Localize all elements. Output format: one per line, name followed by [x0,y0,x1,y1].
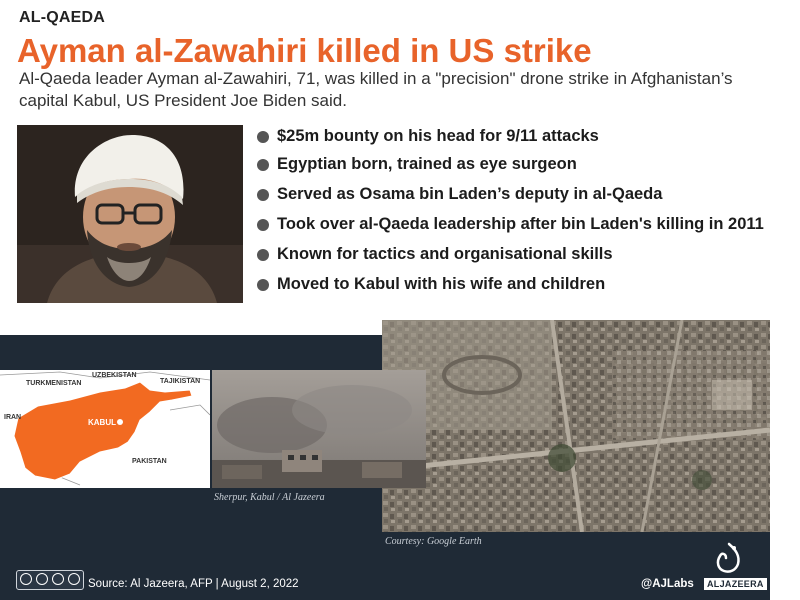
bullet-icon [257,131,269,143]
ajlabs-credit: @AJLabs [641,578,694,590]
section-kicker: AL-QAEDA [19,9,106,26]
map-label-kabul: KABUL [88,418,116,427]
map-label-iran: IRAN [4,414,22,421]
facts-list [255,124,765,294]
headline: Ayman al-Zawahiri killed in US strike [17,32,592,69]
portrait-photo [17,125,243,303]
cc-license-badge [16,570,84,590]
photo-caption: Sherpur, Kabul / Al Jazeera [214,492,325,503]
bullet-icon [257,279,269,291]
fact-item: Known for tactics and organisational skills [255,245,765,264]
bullet-icon [257,249,269,261]
fact-item: Served as Osama bin Laden’s deputy in al-Qaeda [255,185,765,204]
satellite-image [382,320,770,532]
cc-icon [20,573,32,585]
map-label-tajikistan: TAJIKISTAN [160,378,201,385]
by-icon [36,573,48,585]
fact-item: Took over al-Qaeda leadership after bin Laden's killing in 2011 [255,215,765,234]
fact-item: $25m bounty on his head for 9/11 attacks [255,127,765,146]
deck-text: Al-Qaeda leader Ayman al-Zawahiri, 71, was killed in a "precision" drone strike in Afghanistan’s capital Kabul, US President Joe Biden said. [19,69,733,110]
source-line: Source: Al Jazeera, AFP | August 2, 2022 [88,578,299,590]
map-label-turkmenistan: TURKMENISTAN [26,380,82,387]
map-label-pakistan: PAKISTAN [132,458,167,465]
nc-icon [52,573,64,585]
bullet-icon [257,159,269,171]
sa-icon [68,573,80,585]
fact-item: Egyptian born, trained as eye surgeon [255,155,765,174]
bullet-icon [257,189,269,201]
map-label-uzbekistan: UZBEKISTAN [92,372,137,379]
satellite-caption: Courtesy: Google Earth [385,536,482,547]
bullet-icon [257,219,269,231]
aljazeera-wordmark: ALJAZEERA [704,578,767,590]
afghanistan-map [0,370,210,488]
strike-smoke-photo [212,370,426,488]
fact-item: Moved to Kabul with his wife and children [255,275,765,294]
